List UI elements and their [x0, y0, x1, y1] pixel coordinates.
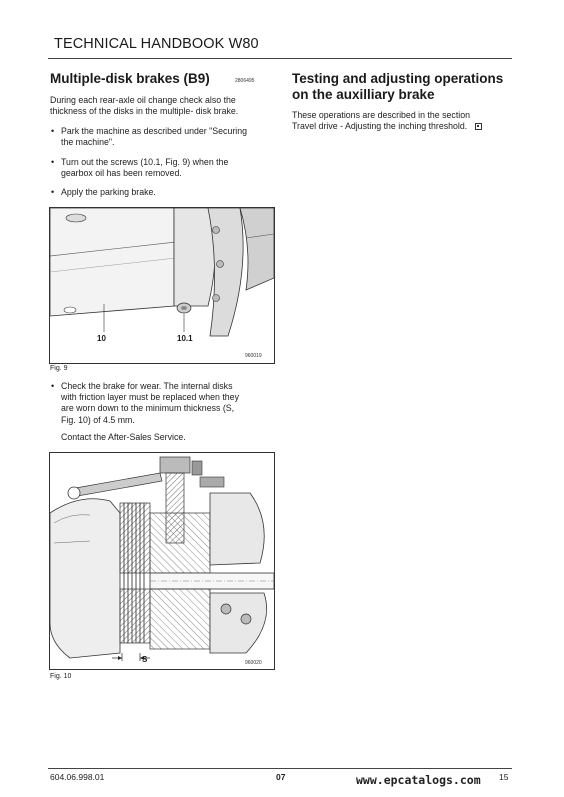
section-code: 2806495: [235, 78, 255, 84]
testing-paragraph: [292, 110, 514, 132]
page-number: 15: [499, 772, 509, 782]
bullet-wear-line-2: with friction layer must be replaced when they: [61, 392, 239, 403]
intro-paragraph: [50, 95, 272, 117]
figure-9-caption: Fig. 9: [50, 365, 68, 372]
footer-divider: [48, 768, 512, 769]
figure-10-number: 960020: [245, 660, 262, 666]
heading-line-2: on the auxilliary brake: [292, 87, 435, 102]
figure-10-label-s: S: [142, 655, 148, 664]
bullet-park-line-1: Park the machine as described under "Securing: [61, 126, 248, 136]
bullet-screws-line-2: gearbox oil has been removed.: [61, 168, 182, 179]
bullet-wear-line-4: Fig. 10) of 4.5 mm.: [61, 414, 135, 425]
heading-line-1: Testing and adjusting operations: [292, 71, 504, 86]
bullet-wear-line-1: Check the brake for wear. The internal disks: [61, 381, 233, 391]
testing-line-2: Travel drive - Adjusting the inching threshold.: [292, 121, 514, 132]
contact-after-sales: Contact the After-Sales Service.: [61, 432, 186, 442]
figure-9-label-10-1: 10.1: [177, 334, 193, 343]
bullet-dot: •: [51, 157, 55, 167]
section-heading-testing-adjusting: [292, 71, 516, 103]
bullet-park-machine: [61, 126, 273, 148]
end-of-section-icon: [475, 123, 482, 130]
watermark-url[interactable]: www.epcatalogs.com: [356, 773, 481, 787]
bullet-check-brake-wear: [61, 381, 273, 426]
bullet-screws-line-1: Turn out the screws (10.1, Fig. 9) when the: [61, 157, 229, 167]
figure-10-drawing: [50, 453, 274, 669]
bullet-wear-line-3: are worn down to the minimum thickness (S,: [61, 403, 235, 414]
figure-10-image: [49, 452, 275, 670]
intro-line-2: thickness of the disks in the multiple- disk brake.: [50, 106, 239, 117]
bullet-dot: •: [51, 187, 55, 197]
section-heading-multiple-disk-brakes: Multiple-disk brakes (B9): [50, 71, 210, 86]
footer-date: 07: [276, 772, 286, 782]
figure-9-number: 960019: [245, 353, 262, 359]
figure-10-caption: Fig. 10: [50, 673, 72, 680]
intro-line-1: During each rear-axle oil change check also the: [50, 95, 236, 105]
page-header-title: TECHNICAL HANDBOOK W80: [54, 36, 259, 52]
figure-9-image: [49, 207, 275, 364]
testing-line-1: These operations are described in the section: [292, 110, 470, 120]
bullet-park-line-2: the machine".: [61, 137, 115, 148]
figure-9-label-10: 10: [97, 334, 106, 343]
bullet-dot: •: [51, 126, 55, 136]
bullet-apply-parking-brake: Apply the parking brake.: [61, 187, 156, 197]
figure-9-drawing: [50, 208, 274, 363]
header-divider: [48, 58, 512, 59]
bullet-turn-out-screws: [61, 157, 273, 179]
bullet-dot: •: [51, 381, 55, 391]
document-number: 604.06.998.01: [50, 772, 105, 782]
